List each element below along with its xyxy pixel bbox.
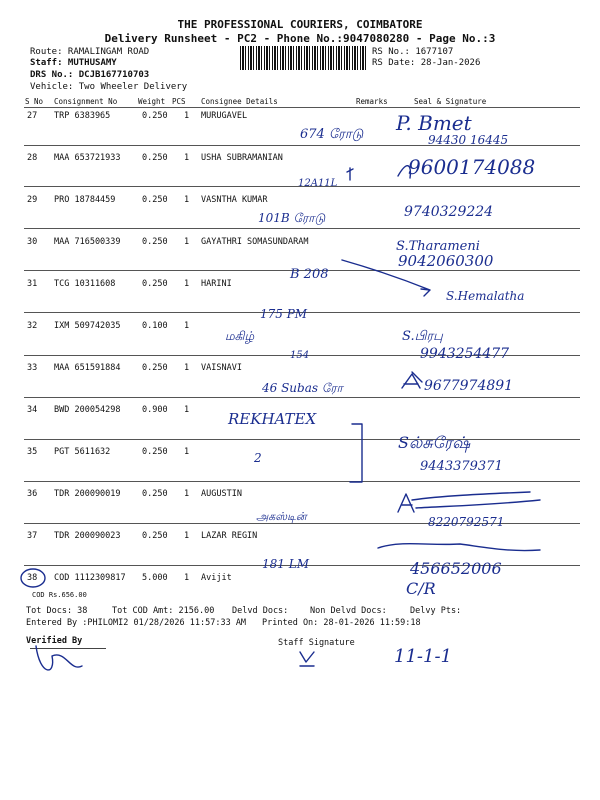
total-docs: Tot Docs: 38 <box>26 606 88 616</box>
hw-r33-remark2: 154 <box>290 350 310 361</box>
hw-tick <box>347 168 353 180</box>
row-sno: 34 <box>27 405 38 415</box>
row-pcs: 1 <box>184 195 190 205</box>
row-sno: 32 <box>27 321 38 331</box>
hw-r35-phone: 9443379371 <box>420 459 503 474</box>
hw-r27-phone: 94430 16445 <box>428 133 509 147</box>
row-pcs: 1 <box>184 111 190 121</box>
hw-r30-phone: 9042060300 <box>398 252 494 270</box>
non-delivered-docs: Non Delvd Docs: <box>310 606 387 616</box>
hw-r36-name: அகஸ்டின் <box>256 510 307 523</box>
verified-signature <box>36 646 82 670</box>
row-weight: 0.100 <box>142 321 168 331</box>
hw-r28-phone: 9600174088 <box>408 155 536 179</box>
row-consignment: TCG 10311608 <box>54 279 116 289</box>
rs-date: RS Date: 28-Jan-2026 <box>372 58 481 68</box>
row-consignment: COD 1112309817 <box>54 573 126 583</box>
row-sno: 35 <box>27 447 38 457</box>
hw-r34-name: REKHATEX <box>228 410 317 428</box>
row-sno: 37 <box>27 531 38 541</box>
circle-mark <box>21 569 45 587</box>
hw-r35-signature: Sல்சுரேஷ் <box>398 433 471 452</box>
row-weight: 0.250 <box>142 447 168 457</box>
hw-r32-phone: 9943254477 <box>420 346 510 362</box>
col-seal-signature: Seal & Signature <box>414 97 487 106</box>
hw-bracket <box>350 424 362 482</box>
row-pcs: 1 <box>184 405 190 415</box>
hw-r27-remark: 674 ரோடு <box>300 127 364 142</box>
col-sno: S No <box>25 97 44 106</box>
cod-note: COD Rs.656.00 <box>32 591 87 599</box>
hw-r30-signature: S.Tharameni <box>396 239 480 254</box>
row-sno: 30 <box>27 237 38 247</box>
row-consignment: MAA 716500339 <box>54 237 121 247</box>
hw-r32-remark: 175 PM <box>260 307 308 321</box>
hw-r37-phone: 456652006 <box>410 559 502 578</box>
row-weight: 0.250 <box>142 363 168 373</box>
row-weight: 0.250 <box>142 279 168 289</box>
staff-signature-label: Staff Signature <box>278 638 355 648</box>
col-consignment: Consignment No <box>54 97 118 106</box>
row-consignment: PRO 18784459 <box>54 195 116 205</box>
row-weight: 0.250 <box>142 237 168 247</box>
row-pcs: 1 <box>184 321 190 331</box>
row-weight: 0.250 <box>142 531 168 541</box>
row-consignee: Avijit <box>201 573 232 583</box>
row-consignee: GAYATHRI SOMASUNDARAM <box>201 237 309 247</box>
hw-r36-phone: 8220792571 <box>428 515 505 529</box>
row-consignee: VASNTHA KUMAR <box>201 195 268 205</box>
row-consignment: IXM 509742035 <box>54 321 121 331</box>
delivery-points: Delvy Pts: <box>410 606 462 616</box>
runsheet-title: Delivery Runsheet - PC2 - Phone No.:9047080280 - Page No.:3 <box>104 32 496 45</box>
row-weight: 0.250 <box>142 195 168 205</box>
row-pcs: 1 <box>184 489 190 499</box>
row-weight: 0.250 <box>142 111 168 121</box>
hw-r37-remark: 181 LM <box>262 557 309 571</box>
row-consignee: LAZAR REGIN <box>201 531 258 541</box>
row-consignee: AUGUSTIN <box>201 489 242 499</box>
hw-r33-phone: 9677974891 <box>424 378 514 394</box>
row-pcs: 1 <box>184 153 190 163</box>
row-consignment: BWD 200054298 <box>54 405 121 415</box>
entered-by: Entered By :PHILOMI2 01/28/2026 11:57:33 AM <box>26 618 247 628</box>
row-sno: 27 <box>27 111 38 121</box>
row-consignee: VAISNAVI <box>201 363 242 373</box>
row-consignee: MURUGAVEL <box>201 111 248 121</box>
row-pcs: 1 <box>184 237 190 247</box>
row-sno: 33 <box>27 363 38 373</box>
drs-number: DRS No.: DCJB167710703 <box>30 70 150 80</box>
hw-r36-signature <box>398 492 540 512</box>
hw-footer-scrawl: 11-1-1 <box>394 646 452 667</box>
hw-r33-remark: 46 Subas ரோ <box>262 381 343 395</box>
row-pcs: 1 <box>184 573 190 583</box>
row-sno: 28 <box>27 153 38 163</box>
hw-r27-signature: P. Bmet <box>396 111 472 135</box>
hw-r33-initials <box>402 372 422 388</box>
hw-r38-signature: C/R <box>406 579 436 598</box>
row-consignment: MAA 653721933 <box>54 153 121 163</box>
col-weight: Weight <box>138 97 166 106</box>
row-weight: 5.000 <box>142 573 168 583</box>
row-consignment: PGT 5611632 <box>54 447 111 457</box>
row-sno: 31 <box>27 279 38 289</box>
hw-r29-phone: 9740329224 <box>404 204 494 220</box>
staff-label: Staff: MUTHUSAMY <box>30 58 117 68</box>
staff-signature-mark <box>300 652 314 666</box>
row-sno: 38 <box>27 573 38 583</box>
col-consignee: Consignee Details <box>201 97 278 106</box>
row-weight: 0.250 <box>142 489 168 499</box>
row-pcs: 1 <box>184 531 190 541</box>
printed-on: Printed On: 28-01-2026 11:59:18 <box>262 618 421 628</box>
total-cod-amount: Tot COD Amt: 2156.00 <box>112 606 215 616</box>
vehicle-label: Vehicle: Two Wheeler Delivery <box>30 82 188 92</box>
hw-r29-remark: 101B ரோடு <box>258 211 326 225</box>
row-pcs: 1 <box>184 279 190 289</box>
row-sno: 29 <box>27 195 38 205</box>
row-consignment: TDR 200090023 <box>54 531 121 541</box>
verified-by-label: Verified By <box>26 636 83 646</box>
route-label: Route: RAMALINGAM ROAD <box>30 47 150 57</box>
hw-r31-remark: B 208 <box>290 267 329 282</box>
col-remarks: Remarks <box>356 97 388 106</box>
row-consignment: TRP 6383965 <box>54 111 111 121</box>
row-consignee: USHA SUBRAMANIAN <box>201 153 283 163</box>
delivered-docs: Delvd Docs: <box>232 606 289 616</box>
rs-number: RS No.: 1677107 <box>372 47 454 57</box>
row-pcs: 1 <box>184 447 190 457</box>
hw-r37-signature <box>378 544 540 551</box>
hw-r32-name: மகிழ் <box>225 329 255 343</box>
company-title: THE PROFESSIONAL COURIERS, COIMBATORE <box>177 18 423 31</box>
row-consignment: TDR 200090019 <box>54 489 121 499</box>
row-sno: 36 <box>27 489 38 499</box>
hw-r35-note: 2 <box>254 451 262 465</box>
row-pcs: 1 <box>184 363 190 373</box>
hw-r28-remark: 12A11L <box>298 178 338 189</box>
row-weight: 0.250 <box>142 153 168 163</box>
hw-r31-signature: S.Hemalatha <box>446 289 525 303</box>
col-pcs: PCS <box>172 97 186 106</box>
row-weight: 0.900 <box>142 405 168 415</box>
hw-r32-signature: S.பிரபு <box>402 329 443 344</box>
row-consignee: HARINI <box>201 279 232 289</box>
row-consignment: MAA 651591884 <box>54 363 121 373</box>
